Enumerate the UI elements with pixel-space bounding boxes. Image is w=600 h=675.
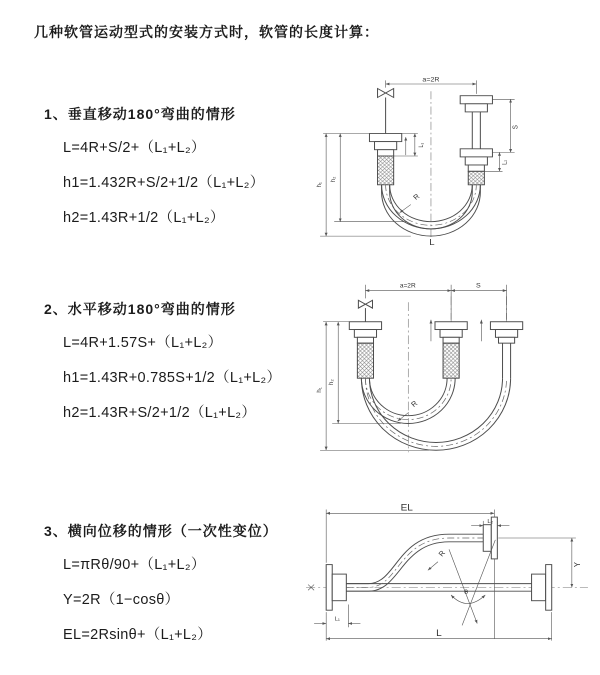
dim-label-L: L xyxy=(429,237,435,246)
formula-line: L=4R+S/2+（L₁+L₂） xyxy=(63,140,206,156)
formula-line: h1=1.432R+S/2+1/2（L₁+L₂） xyxy=(63,175,265,191)
vertical-bend-diagram xyxy=(310,66,562,246)
formula-line: h2=1.43R+1/2（L₁+L₂） xyxy=(63,210,225,226)
theta-label: θ xyxy=(464,589,469,596)
section-2-heading: 2、水平移动180°弯曲的情形 xyxy=(44,301,236,317)
formula-line: h2=1.43R+S/2+1/2（L₁+L₂） xyxy=(63,405,257,421)
section-lateral-displacement xyxy=(44,521,278,658)
section-3-heading: 3、横向位移的情形（一次性变位） xyxy=(44,523,278,539)
left-flange xyxy=(326,565,346,611)
hose-body xyxy=(346,517,497,591)
hose-body xyxy=(361,378,510,450)
top-flange-hub xyxy=(483,525,491,552)
dim-label-a2r: a=2R xyxy=(399,282,416,290)
page-title: 几种软管运动型式的安装方式时，软管的长度计算： xyxy=(34,24,379,40)
radius-leader xyxy=(400,205,411,213)
right-fitting xyxy=(490,322,522,378)
formula-line: L=πRθ/90+（L₁+L₂） xyxy=(63,557,206,573)
dim-label-y: Y xyxy=(572,562,582,568)
theta-line xyxy=(462,540,495,626)
braid-section xyxy=(378,156,394,185)
formula-line: Y=2R（1−cosθ） xyxy=(63,592,180,608)
formula-line: h1=1.43R+0.785S+1/2（L₁+L₂） xyxy=(63,370,282,386)
valve-icon xyxy=(358,300,372,308)
left-fitting xyxy=(349,322,381,378)
dim-label-h2: h₂ xyxy=(329,176,338,183)
dim-label-l2: L₂ xyxy=(502,159,509,165)
horizontal-bend-diagram xyxy=(310,275,562,460)
dim-label-l2: L₂ xyxy=(487,518,494,525)
dim-label-l1: L₁ xyxy=(334,616,340,623)
valve-icon xyxy=(378,89,394,98)
section-1-heading: 1、垂直移动180°弯曲的情形 xyxy=(44,106,236,122)
radius-label: R xyxy=(411,192,422,202)
radius-label: R xyxy=(436,548,448,559)
formula-line: EL=2Rsinθ+（L₁+L₂） xyxy=(63,627,213,643)
braid-section xyxy=(443,343,459,378)
dim-label-s: S xyxy=(512,125,520,130)
dim-label-a2r: a=2R xyxy=(422,76,440,84)
middle-fitting xyxy=(435,322,467,378)
dim-label-s: S xyxy=(475,282,481,290)
section-vertical-movement xyxy=(44,104,265,241)
braid-section xyxy=(468,171,484,185)
radius-leader xyxy=(428,562,438,571)
dim-label-h1: h₁ xyxy=(315,182,324,188)
section-horizontal-movement xyxy=(44,299,281,436)
dim-label-L: L xyxy=(436,628,442,639)
formula-line: L=4R+1.57S+（L₁+L₂） xyxy=(63,335,223,351)
dim-label-el: EL xyxy=(400,502,413,514)
lateral-displacement-diagram xyxy=(298,500,595,652)
radius-label: R xyxy=(409,398,420,409)
braid-section xyxy=(357,343,373,378)
dim-label-h2: h₂ xyxy=(328,379,336,386)
left-fitting xyxy=(369,134,401,185)
dim-label-h1: h₁ xyxy=(316,387,324,393)
dim-label-l1: L₁ xyxy=(418,142,426,148)
theta-line xyxy=(449,549,477,623)
